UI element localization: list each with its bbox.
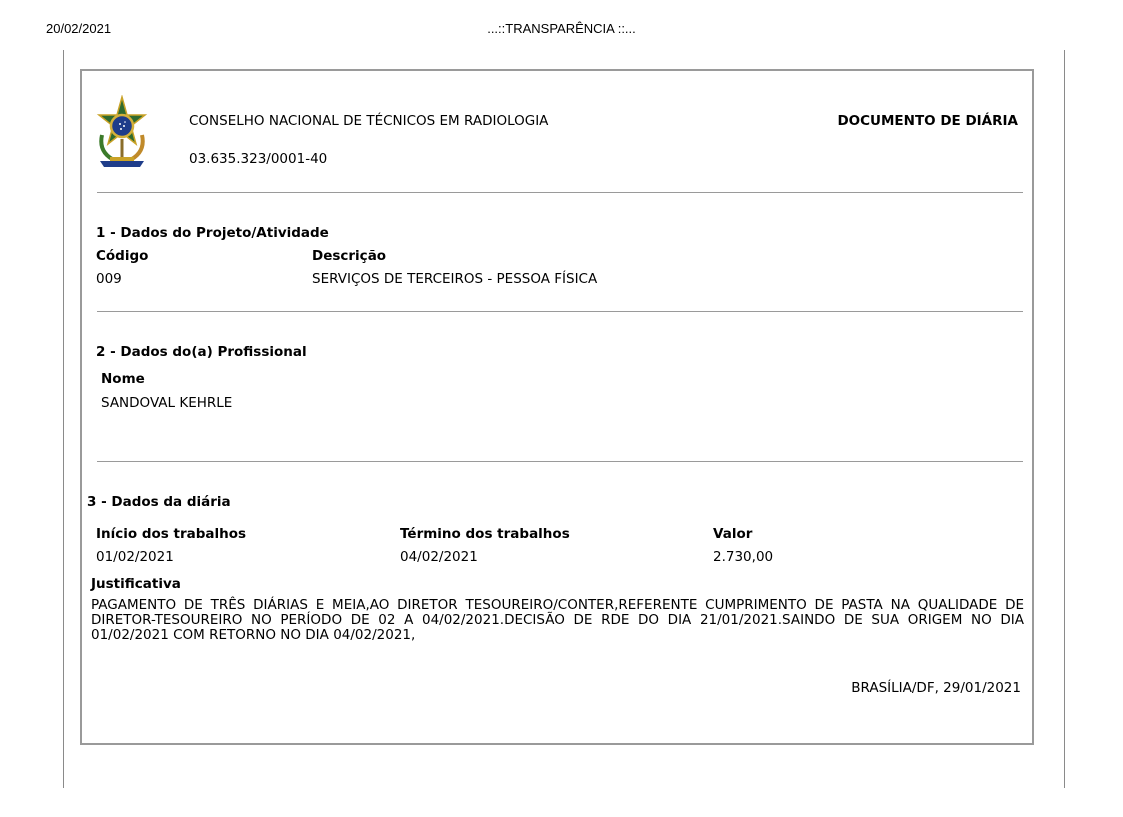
start-date: 01/02/2021 (96, 549, 174, 565)
description-label: Descrição (312, 248, 387, 264)
description-value: SERVIÇOS DE TERCEIROS - PESSOA FÍSICA (312, 271, 598, 287)
section-2-title: 2 - Dados do(a) Profissional (96, 344, 307, 360)
start-label: Início dos trabalhos (96, 526, 247, 542)
divider (97, 461, 1023, 462)
print-header (0, 21, 1123, 41)
value-label: Valor (713, 526, 753, 542)
name-label: Nome (101, 371, 145, 387)
print-date: 20/02/2021 (46, 21, 112, 36)
document-box (80, 69, 1034, 745)
code-value: 009 (96, 271, 122, 287)
divider (97, 192, 1023, 193)
justification-text: PAGAMENTO DE TRÊS DIÁRIAS E MEIA,AO DIRETOR TESOUREIRO/CONTER,REFERENTE CUMPRIMENTO DE PASTA NA QUALIDADE DE DIRETOR-TESOUREIRO NO PERÍODO DE 02 A 04/02/2021.DECISÃO DE RDE DO DIA 21/01/2021.SAINDO DE SUA ORIGEM NO DIA 01/02/2021 COM RETORNO NO DIA 04/02/2021, (91, 597, 1024, 643)
document-type-title: DOCUMENTO DE DIÁRIA (837, 113, 1018, 129)
section-3-title: 3 - Dados da diária (87, 494, 231, 510)
page-frame-right (1064, 50, 1065, 788)
section-1-title: 1 - Dados do Projeto/Atividade (96, 225, 329, 241)
place-and-date: BRASÍLIA/DF, 29/01/2021 (851, 680, 1021, 696)
page-frame-left (63, 50, 64, 788)
end-date: 04/02/2021 (400, 549, 478, 565)
value-amount: 2.730,00 (713, 549, 774, 565)
end-label: Término dos trabalhos (400, 526, 570, 542)
print-title: ...::TRANSPARÊNCIA ::... (487, 21, 636, 36)
org-name: CONSELHO NACIONAL DE TÉCNICOS EM RADIOLOGIA (189, 113, 549, 129)
code-label: Código (96, 248, 149, 264)
professional-name: SANDOVAL KEHRLE (101, 395, 233, 411)
org-cnpj: 03.635.323/0001-40 (189, 151, 328, 167)
justification-label: Justificativa (91, 576, 181, 592)
brazil-coat-of-arms-icon (96, 95, 148, 171)
divider (97, 311, 1023, 312)
